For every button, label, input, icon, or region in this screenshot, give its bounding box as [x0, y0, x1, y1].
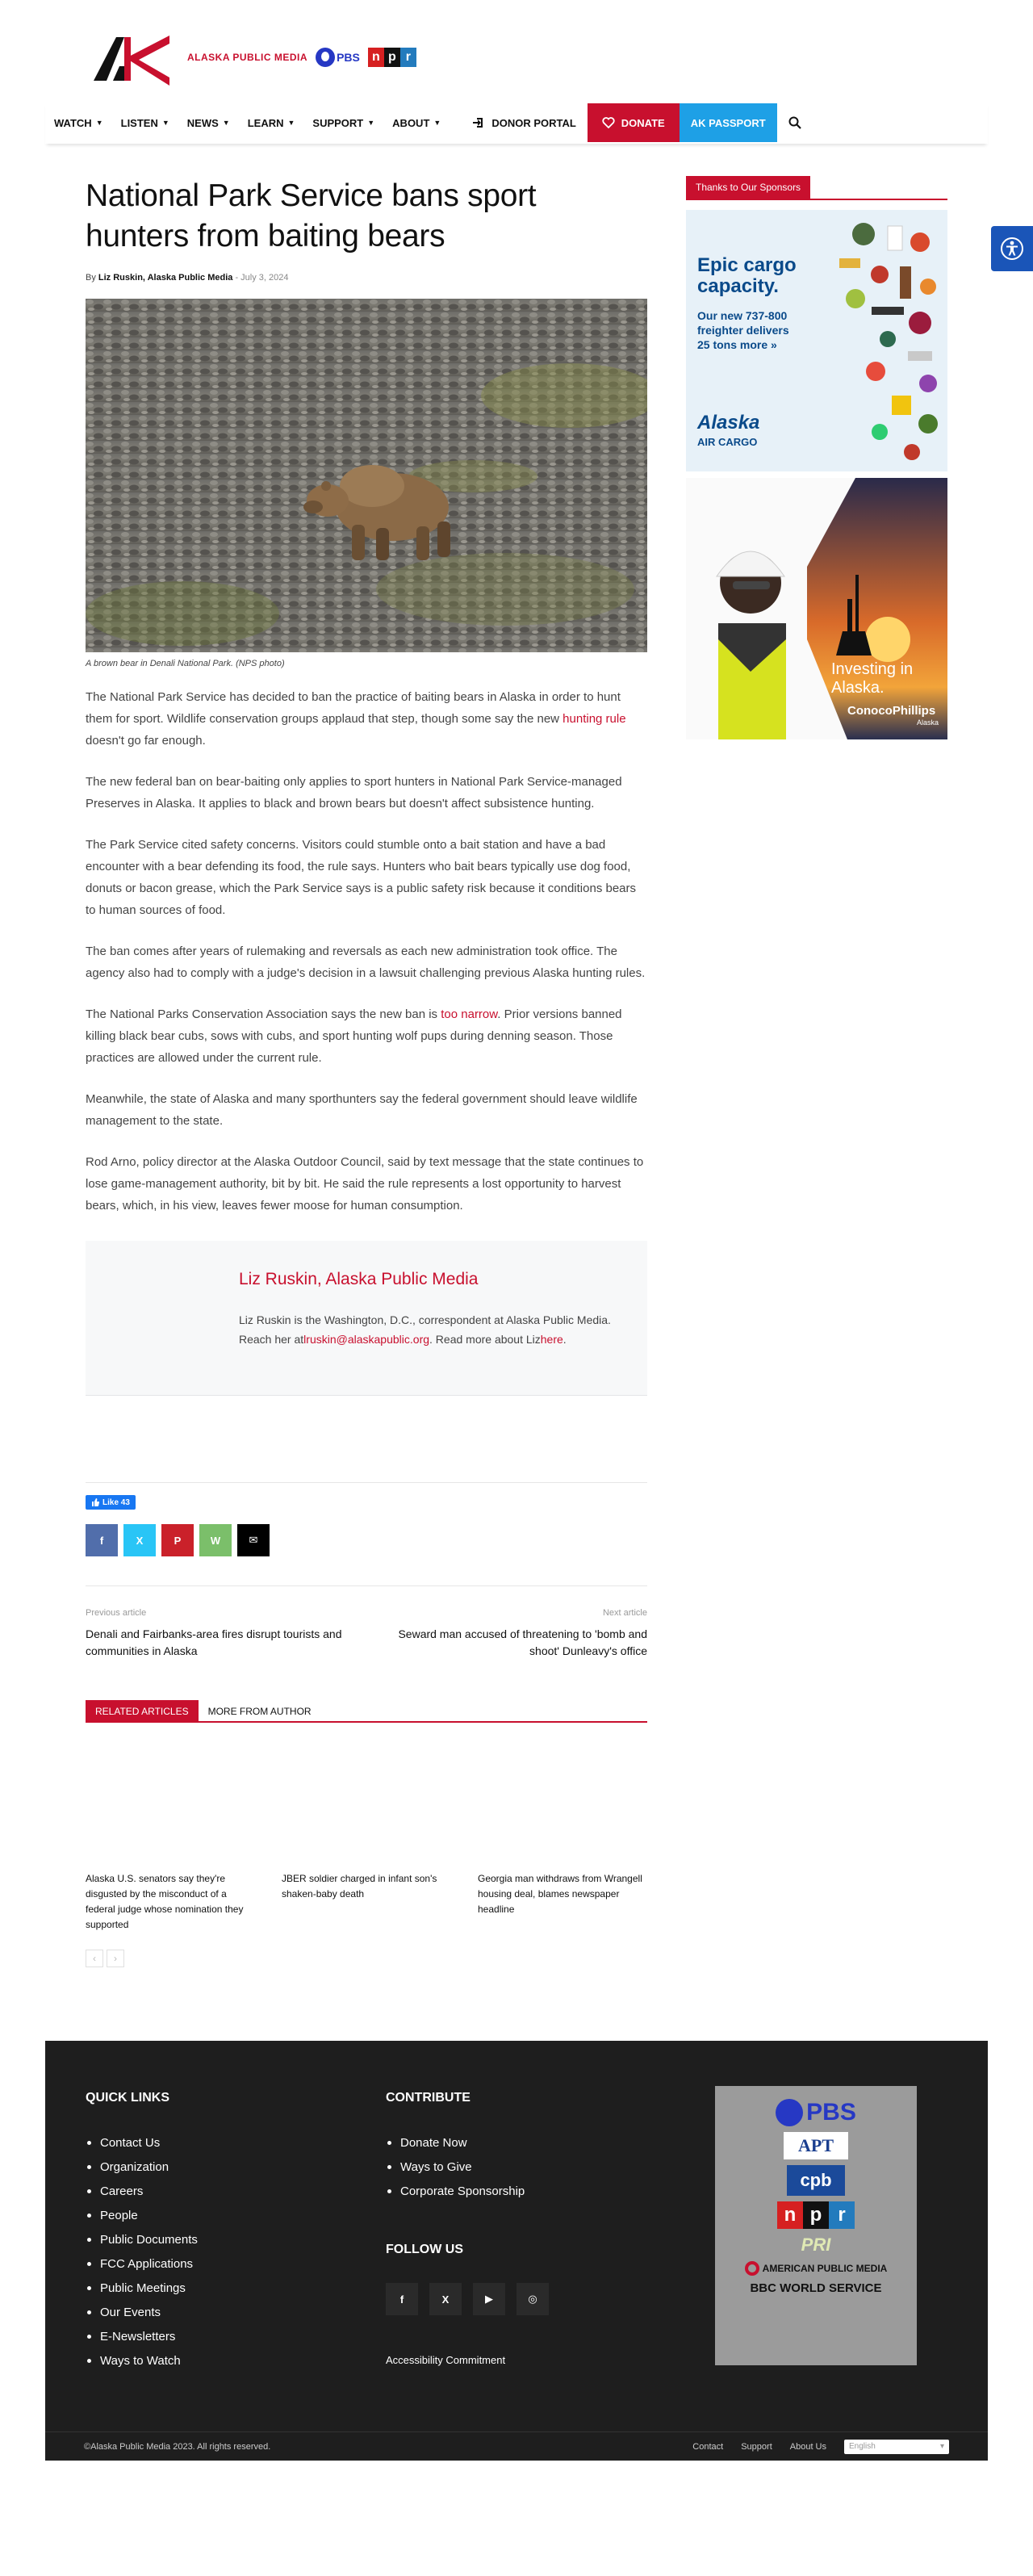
npr-logo: [368, 48, 416, 67]
footer-link[interactable]: E-Newsletters: [86, 2325, 198, 2349]
text-span: . Prior versions banned killing black bear cubs, sows with cubs, and sport hunting wolf pups during denning season. Those practices are allowed under the current rule.: [86, 1007, 622, 1065]
article-title: National Park Service bans sport hunters from baiting bears: [86, 178, 537, 253]
hero-image: [86, 299, 647, 652]
list-item[interactable]: [86, 1737, 256, 1933]
npr-letter-r: r: [829, 2201, 855, 2229]
bottom-bar: [45, 2431, 988, 2461]
partner-label: PBS: [806, 2099, 856, 2126]
passport-label: AK PASSPORT: [690, 116, 766, 129]
related-thumbnail[interactable]: [86, 1737, 256, 1866]
language-select[interactable]: [844, 2440, 949, 2454]
sidebar: [686, 176, 947, 739]
footer-link[interactable]: Public Documents: [86, 2228, 198, 2252]
author-box: [86, 1241, 647, 1396]
share-facebook-button[interactable]: [86, 1524, 118, 1556]
accessibility-commitment-link[interactable]: Accessibility Commitment: [386, 2354, 506, 2366]
npr-letter-n: n: [368, 48, 384, 67]
whatsapp-icon: W: [210, 1534, 221, 1547]
footer-link[interactable]: Organization: [86, 2155, 198, 2180]
sponsors-header: [686, 176, 947, 200]
related-articles: [86, 1737, 647, 1933]
list-item[interactable]: [282, 1737, 452, 1933]
text-span: doesn't go far enough.: [86, 734, 206, 748]
pager-prev-button[interactable]: ‹: [86, 1950, 103, 1967]
pinterest-icon: P: [174, 1534, 182, 1547]
search-icon: [788, 116, 801, 129]
previous-article-link[interactable]: Denali and Fairbanks-area fires disrupt tourists and communities in Alaska: [86, 1627, 342, 1657]
partner-pri-logo[interactable]: PRI: [801, 2235, 831, 2255]
search-button[interactable]: [777, 102, 813, 144]
related-title[interactable]: JBER soldier charged in infant son's shaken-baby death: [282, 1873, 437, 1900]
related-thumbnail[interactable]: [282, 1737, 452, 1866]
nav-label: SUPPORT: [312, 116, 364, 129]
next-article-link[interactable]: Seward man accused of threatening to 'bomb and shoot' Dunleavy's office: [398, 1627, 647, 1657]
ad1-headline-line: capacity.: [697, 275, 779, 297]
ak-passport-button[interactable]: [680, 103, 777, 142]
next-label: Next article: [602, 1608, 647, 1618]
facebook-like-button[interactable]: [86, 1495, 136, 1510]
share-buttons: [86, 1524, 270, 1556]
sponsors-title: Thanks to Our Sponsors: [686, 176, 810, 199]
ad1-subtext: [697, 308, 789, 352]
facebook-icon[interactable]: f: [386, 2283, 418, 2315]
article-body: [86, 686, 647, 1217]
footer-link[interactable]: FCC Applications: [86, 2252, 198, 2277]
by-label: By: [86, 273, 96, 283]
bottom-links: [692, 2440, 949, 2454]
divider: [86, 1585, 647, 1586]
tab-more-from-author[interactable]: MORE FROM AUTHOR: [207, 1706, 312, 1717]
previous-article: [86, 1608, 344, 1660]
ak-logo-icon: [89, 29, 178, 86]
related-title[interactable]: Georgia man withdraws from Wrangell housing deal, blames newspaper headline: [478, 1873, 642, 1915]
ad2-tagline: Investing in Alaska.: [831, 660, 914, 697]
nav-label: ABOUT: [392, 116, 430, 129]
paragraph: [86, 1003, 647, 1069]
image-caption: A brown bear in Denali National Park. (NPS photo): [86, 659, 285, 668]
ad1-brand: Alaska: [697, 412, 760, 434]
author-link[interactable]: Liz Ruskin, Alaska Public Media: [98, 273, 233, 283]
share-whatsapp-button[interactable]: [199, 1524, 232, 1556]
nav-label: WATCH: [54, 116, 92, 129]
paragraph: The Park Service cited safety concerns. Visitors could stumble onto a bait station and have a bad encounter with a bear defending its food, the rule says. Hunters who bait bears typically use dog food, donuts or bacon grease, which the Park Service says is a public safety risk because it conditions bears to human sources of food.: [86, 838, 637, 917]
oil-rig-sunset-icon: [686, 478, 947, 739]
text-span: .: [563, 1333, 567, 1346]
footer-link[interactable]: Donate Now: [386, 2131, 549, 2155]
footer-link[interactable]: Contact Us: [86, 2131, 198, 2155]
pbs-logo: [316, 48, 360, 67]
alaska-air-cargo-ad[interactable]: [686, 210, 947, 471]
paragraph: Rod Arno, policy director at the Alaska Outdoor Council, said by text message that the state continues to lose game-management authority, bit by bit. He said the rule represents a lost opportunity to harvest bears, which, in his view, leaves fewer moose for human consumption.: [86, 1155, 644, 1213]
follow-us-title: FOLLOW US: [386, 2243, 463, 2256]
text-span: The National Park Service has decided to ban the practice of baiting bears in Alaska in order to hunt them for sport. Wildlife conservation groups applaud that step, though some say the new: [86, 690, 621, 726]
paragraph: [86, 686, 647, 752]
related-pager: [86, 1950, 124, 1967]
heart-icon: [602, 117, 615, 128]
donor-portal-label: DONOR PORTAL: [491, 116, 576, 129]
partner-cpb-logo[interactable]: cpb: [787, 2165, 844, 2196]
site-footer: [45, 2041, 988, 2461]
npr-letter-p: p: [803, 2201, 829, 2229]
hunting-rule-link[interactable]: hunting rule: [563, 712, 626, 726]
contribute: [386, 2091, 549, 2366]
donate-button[interactable]: [588, 103, 680, 142]
related-title[interactable]: Alaska U.S. senators say they're disgusted by the misconduct of a federal judge whose nomination they supported: [86, 1873, 244, 1930]
ad1-sub-line: freighter delivers: [697, 324, 789, 337]
donate-label: DONATE: [621, 116, 665, 129]
text-span: . Read more about Liz: [429, 1333, 541, 1346]
instagram-icon[interactable]: ◎: [516, 2283, 549, 2315]
copyright: ©Alaska Public Media 2023. All rights reserved.: [84, 2441, 271, 2452]
too-narrow-link[interactable]: too narrow: [441, 1007, 498, 1021]
brand-name: ALASKA PUBLIC MEDIA: [187, 52, 308, 63]
article: [86, 176, 647, 1396]
ad1-sub-line: Our new 737-800: [697, 309, 788, 322]
thumbs-up-icon: [91, 1498, 99, 1506]
tab-related-articles[interactable]: RELATED ARTICLES: [86, 1700, 199, 1721]
footer-link[interactable]: People: [86, 2204, 198, 2228]
pbs-head-icon: [776, 2099, 803, 2126]
partner-pbs-logo[interactable]: [776, 2099, 856, 2126]
paragraph: Meanwhile, the state of Alaska and many sporthunters say the federal government should leave wildlife management to the state.: [86, 1092, 638, 1128]
partner-logos: [715, 2086, 917, 2365]
publish-date: - July 3, 2024: [235, 273, 289, 283]
footer-link[interactable]: Corporate Sponsorship: [386, 2180, 549, 2204]
footer-link[interactable]: Careers: [86, 2180, 198, 2204]
brown-bear-photo: [86, 299, 647, 652]
like-count: Like 43: [102, 1497, 130, 1507]
bottom-contact-link[interactable]: Contact: [692, 2441, 724, 2452]
ad2-brand-sub: Alaska: [917, 718, 939, 727]
previous-label: Previous article: [86, 1608, 147, 1618]
contribute-title: CONTRIBUTE: [386, 2091, 470, 2105]
list-item[interactable]: [478, 1737, 648, 1933]
author-here-link[interactable]: here: [540, 1333, 563, 1346]
partner-npr-logo[interactable]: [777, 2201, 855, 2229]
chevron-down-icon: ▼: [367, 119, 375, 127]
next-article: [389, 1608, 647, 1660]
footer-link[interactable]: Our Events: [86, 2301, 198, 2325]
x-icon: X: [136, 1534, 144, 1547]
nav-label: LEARN: [247, 116, 284, 129]
language-value: English: [849, 2442, 876, 2451]
share-email-button[interactable]: [237, 1524, 270, 1556]
chevron-down-icon: ▾: [939, 2442, 944, 2451]
nav-support[interactable]: [303, 102, 383, 144]
contribute-list: [386, 2131, 549, 2204]
paragraph: The new federal ban on bear-baiting only applies to sport hunters in National Park Service-managed Preserves in Alaska. It applies to black and brown bears but doesn't affect subsistence hunting.: [86, 775, 622, 810]
nav-label: NEWS: [186, 116, 219, 129]
footer-link[interactable]: Ways to Give: [386, 2155, 549, 2180]
chevron-down-icon: ▼: [222, 119, 230, 127]
bottom-about-link[interactable]: About Us: [789, 2441, 826, 2452]
footer-link[interactable]: Public Meetings: [86, 2277, 198, 2301]
partner-apt-logo[interactable]: APT: [784, 2132, 848, 2159]
npr-letter-p: p: [384, 48, 400, 67]
npr-letter-n: n: [777, 2201, 803, 2229]
text-span: The National Parks Conservation Association says the new ban is: [86, 1007, 441, 1021]
main-nav: [45, 102, 988, 144]
article-navigation: [86, 1608, 647, 1660]
share-x-button[interactable]: [123, 1524, 156, 1556]
partner-apm-logo[interactable]: [745, 2261, 888, 2276]
chevron-down-icon: ▼: [433, 119, 441, 127]
paragraph: The ban comes after years of rulemaking and reversals as each new administration took office. The agency also had to comply with a judge's decision in a lawsuit challenging previous Alaska hunting rules.: [86, 945, 646, 980]
nav-about[interactable]: [383, 102, 450, 144]
donor-portal-link[interactable]: [461, 102, 587, 144]
share-pinterest-button[interactable]: [161, 1524, 194, 1556]
nav-news[interactable]: [178, 102, 239, 144]
bottom-support-link[interactable]: Support: [741, 2441, 772, 2452]
quick-links-list: [86, 2131, 198, 2373]
x-icon[interactable]: X: [429, 2283, 462, 2315]
pbs-text: PBS: [337, 51, 360, 64]
author-email-link[interactable]: lruskin@alaskapublic.org: [303, 1333, 430, 1346]
footer-link[interactable]: Ways to Watch: [86, 2349, 198, 2373]
ad1-brand-sub: AIR CARGO: [697, 436, 758, 448]
email-icon: ✉: [249, 1534, 258, 1546]
nav-watch[interactable]: [45, 102, 112, 144]
ad2-brand: ConocoPhillips: [847, 704, 936, 718]
partner-label: AMERICAN PUBLIC MEDIA: [762, 2263, 888, 2274]
conocophillips-ad[interactable]: [686, 478, 947, 739]
text-span: Liz Ruskin is the Washington, D.C., correspondent at Alaska Public Media. Reach her at: [239, 1313, 611, 1346]
accessibility-icon: [1000, 237, 1024, 261]
ad1-headline-line: Epic cargo: [697, 254, 797, 276]
byline: [86, 273, 647, 283]
follow-icons: [386, 2283, 549, 2315]
divider: [86, 1482, 647, 1483]
chevron-down-icon: ▼: [161, 119, 169, 127]
nav-listen[interactable]: [112, 102, 178, 144]
pbs-head-icon: [316, 48, 335, 67]
youtube-icon[interactable]: ▶: [473, 2283, 505, 2315]
pager-next-button[interactable]: ›: [107, 1950, 124, 1967]
related-thumbnail[interactable]: [478, 1737, 648, 1866]
quick-links: [86, 2091, 198, 2373]
nav-learn[interactable]: [239, 102, 304, 144]
partner-bbc-logo[interactable]: BBC WORLD SERVICE: [750, 2281, 882, 2295]
sign-in-icon: [472, 116, 485, 129]
facebook-icon: f: [99, 1534, 104, 1547]
chevron-down-icon: ▼: [287, 119, 295, 127]
accessibility-toolbar-button[interactable]: [991, 226, 1033, 271]
ad1-headline: [697, 255, 797, 297]
npr-letter-r: r: [400, 48, 416, 67]
author-bio: [239, 1310, 626, 1349]
author-box-name[interactable]: Liz Ruskin, Alaska Public Media: [239, 1270, 479, 1288]
apm-circle-icon: [745, 2261, 759, 2276]
chevron-down-icon: ▼: [95, 119, 103, 127]
nav-label: LISTEN: [120, 116, 158, 129]
site-logo[interactable]: [89, 29, 416, 86]
ad1-sub-line: 25 tons more »: [697, 338, 777, 351]
quick-links-title: QUICK LINKS: [86, 2091, 169, 2105]
related-tabs: [86, 1700, 647, 1723]
